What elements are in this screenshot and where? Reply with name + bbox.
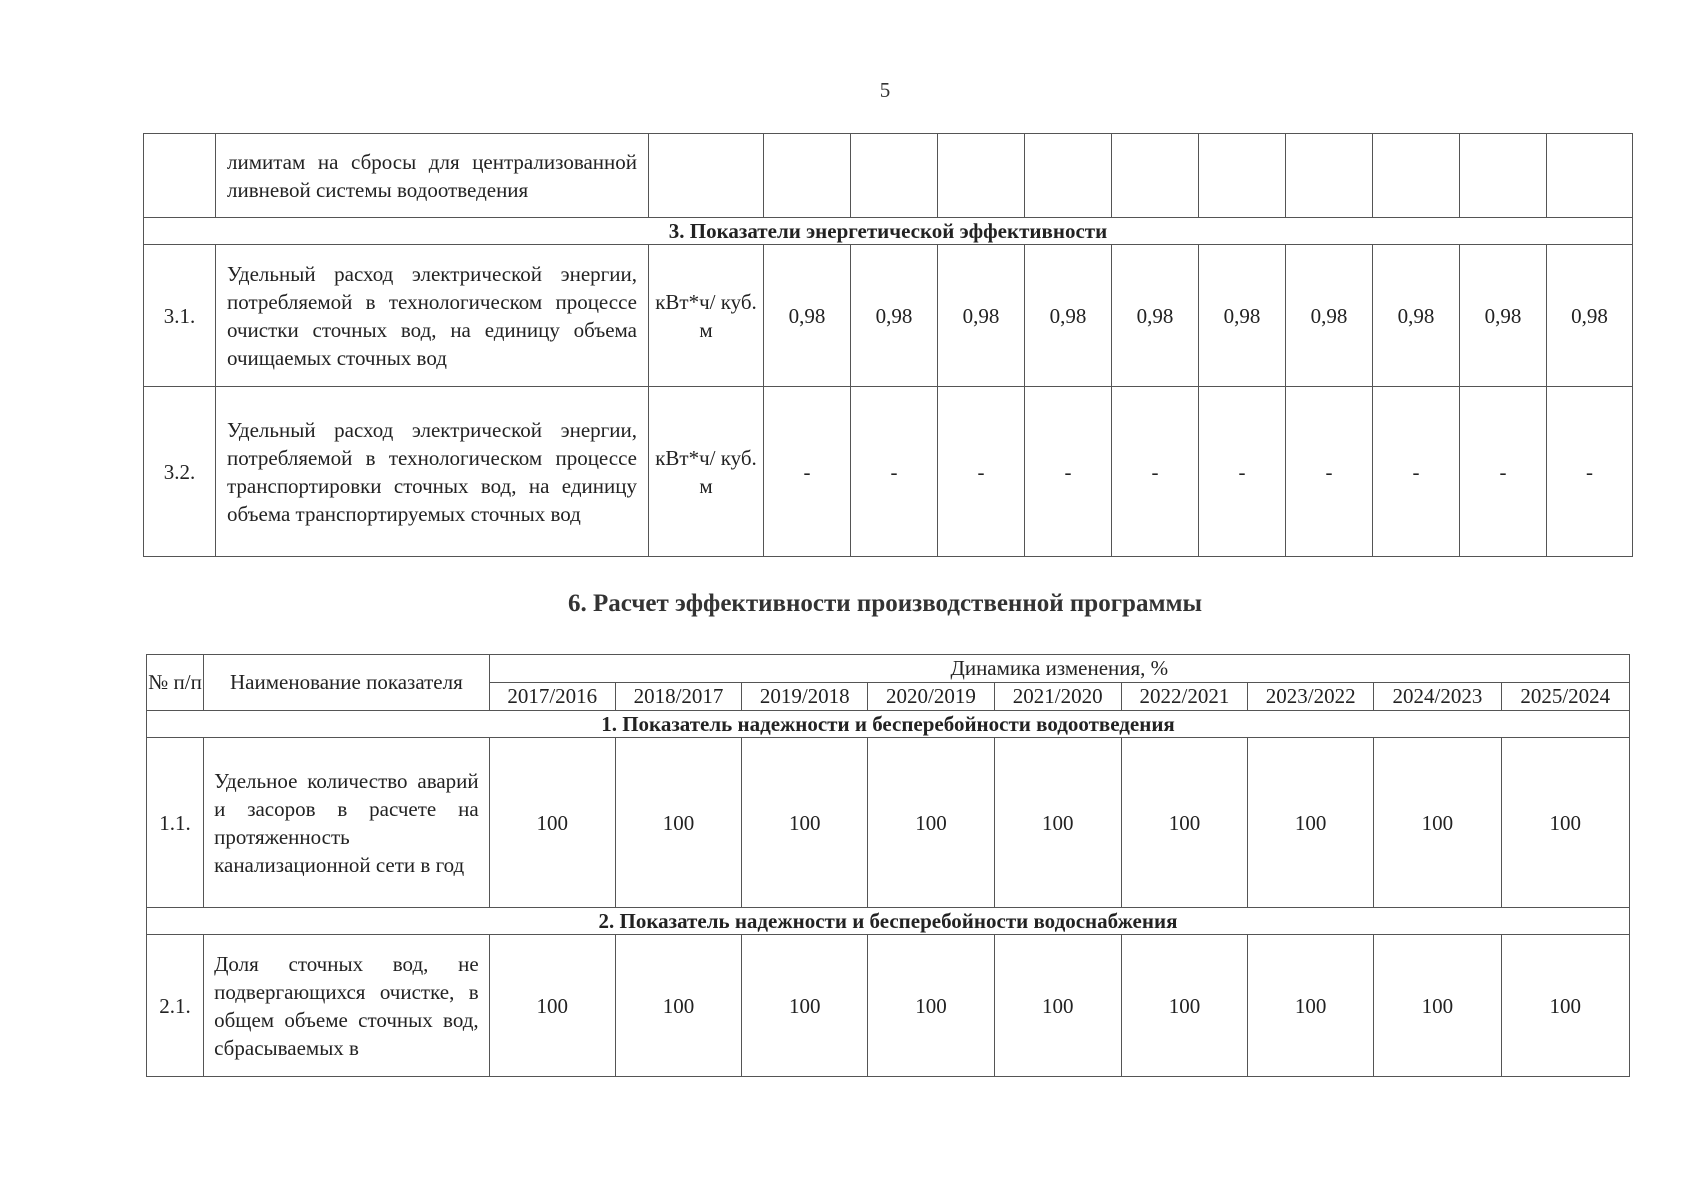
value-cell: 100	[868, 738, 994, 908]
value-cell: 100	[742, 738, 868, 908]
section-title-energy: 3. Показатели энергетической эффективности	[144, 218, 1633, 245]
header-year: 2023/2022	[1248, 683, 1374, 711]
value-cell: 0,98	[1373, 245, 1460, 387]
table-row	[147, 935, 1630, 1077]
table-cell	[1460, 134, 1547, 218]
table-cell	[144, 134, 216, 218]
header-year: 2024/2023	[1374, 683, 1501, 711]
section-title-water-supply: 2. Показатель надежности и бесперебойности водоснабжения	[147, 908, 1630, 935]
header-year: 2021/2020	[994, 683, 1121, 711]
table-cell	[1547, 134, 1633, 218]
value-cell: 100	[1374, 935, 1501, 1077]
table-cell	[1199, 134, 1286, 218]
value-cell: -	[938, 387, 1025, 557]
value-cell: -	[764, 387, 851, 557]
indicator-name: Удельный расход электрической энергии, потребляемой в технологическом процессе очистки сточных вод, на единицу объема очищаемых сточных вод	[216, 245, 649, 387]
unit-cell: кВт*ч/ куб. м	[649, 387, 764, 557]
value-cell: 0,98	[1025, 245, 1112, 387]
value-cell: 100	[868, 935, 994, 1077]
value-cell: 0,98	[938, 245, 1025, 387]
row-number: 3.2.	[144, 387, 216, 557]
table-row	[144, 245, 1633, 387]
value-cell: 0,98	[1199, 245, 1286, 387]
value-cell: 100	[1248, 738, 1374, 908]
header-year: 2017/2016	[489, 683, 615, 711]
value-cell: -	[1025, 387, 1112, 557]
row-number: 2.1.	[147, 935, 204, 1077]
value-cell: 0,98	[1286, 245, 1373, 387]
indicator-name: Удельное количество аварий и засоров в расчете на протяженность канализационной сети в год	[204, 738, 490, 908]
value-cell: 0,98	[1547, 245, 1633, 387]
energy-efficiency-table	[143, 133, 1633, 557]
header-year: 2019/2018	[742, 683, 868, 711]
header-year: 2018/2017	[615, 683, 741, 711]
value-cell: -	[1373, 387, 1460, 557]
header-year: 2025/2024	[1501, 683, 1629, 711]
program-efficiency-table	[146, 654, 1630, 1077]
value-cell: 100	[489, 935, 615, 1077]
value-cell: -	[1547, 387, 1633, 557]
section-header-row	[147, 711, 1630, 738]
table-row	[147, 738, 1630, 908]
value-cell: 100	[1501, 738, 1629, 908]
header-name: Наименование показателя	[204, 655, 490, 711]
value-cell: 0,98	[851, 245, 938, 387]
value-cell: 100	[1248, 935, 1374, 1077]
table-header-row	[147, 655, 1630, 683]
table-cell	[1112, 134, 1199, 218]
header-number: № п/п	[147, 655, 204, 711]
value-cell: -	[1286, 387, 1373, 557]
header-dynamics: Динамика изменения, %	[489, 655, 1629, 683]
section-title-sewerage: 1. Показатель надежности и бесперебойности водоотведения	[147, 711, 1630, 738]
value-cell: -	[1199, 387, 1286, 557]
table-cell	[938, 134, 1025, 218]
value-cell: 100	[994, 738, 1121, 908]
section-6-title: 6. Расчет эффективности производственной программы	[567, 590, 1203, 617]
row-number: 1.1.	[147, 738, 204, 908]
value-cell: 100	[1501, 935, 1629, 1077]
value-cell: 100	[742, 935, 868, 1077]
section-header-row	[147, 908, 1630, 935]
table-cell	[1286, 134, 1373, 218]
continuation-row	[144, 134, 1633, 218]
value-cell: 100	[994, 935, 1121, 1077]
continuation-text: лимитам на сбросы для централизованной ливневой системы водоотведения	[216, 134, 649, 218]
unit-cell: кВт*ч/ куб. м	[649, 245, 764, 387]
page-number: 5	[879, 78, 891, 102]
table-cell	[851, 134, 938, 218]
header-year: 2020/2019	[868, 683, 994, 711]
value-cell: 100	[1121, 738, 1247, 908]
section-header-row	[144, 218, 1633, 245]
value-cell: 100	[1374, 738, 1501, 908]
header-year: 2022/2021	[1121, 683, 1247, 711]
value-cell: -	[851, 387, 938, 557]
value-cell: 0,98	[764, 245, 851, 387]
value-cell: 0,98	[1460, 245, 1547, 387]
value-cell: 100	[489, 738, 615, 908]
value-cell: 0,98	[1112, 245, 1199, 387]
table-cell	[764, 134, 851, 218]
table-cell	[1025, 134, 1112, 218]
value-cell: 100	[615, 738, 741, 908]
row-number: 3.1.	[144, 245, 216, 387]
table-row	[144, 387, 1633, 557]
value-cell: -	[1460, 387, 1547, 557]
value-cell: -	[1112, 387, 1199, 557]
table-cell	[649, 134, 764, 218]
indicator-name: Удельный расход электрической энергии, потребляемой в технологическом процессе транспортировки сточных вод, на единицу объема транспортируемых сточных вод	[216, 387, 649, 557]
value-cell: 100	[615, 935, 741, 1077]
table-cell	[1373, 134, 1460, 218]
indicator-name: Доля сточных вод, не подвергающихся очистке, в общем объеме сточных вод, сбрасываемых в	[204, 935, 490, 1077]
value-cell: 100	[1121, 935, 1247, 1077]
